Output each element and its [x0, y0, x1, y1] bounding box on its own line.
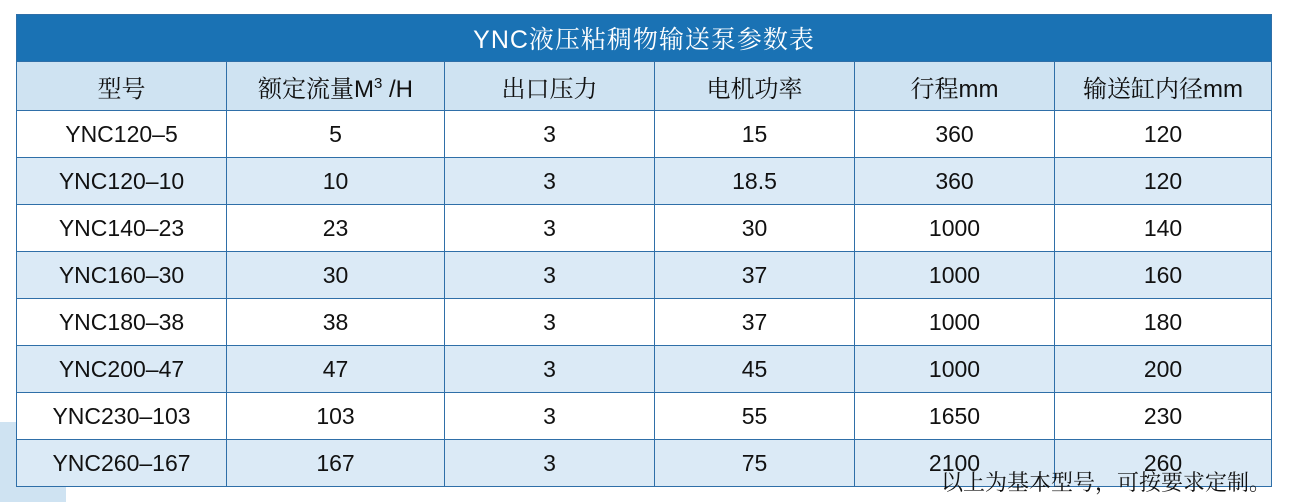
cell-pressure: 3	[445, 440, 655, 487]
cell-flow: 10	[227, 158, 445, 205]
cell-flow: 38	[227, 299, 445, 346]
cell-pressure: 3	[445, 393, 655, 440]
cell-power: 37	[655, 252, 855, 299]
cell-pressure: 3	[445, 205, 655, 252]
cell-stroke: 1000	[855, 252, 1055, 299]
table-title-row	[17, 15, 1272, 62]
table-row	[17, 158, 1272, 205]
cell-flow: 47	[227, 346, 445, 393]
cell-pressure: 3	[445, 299, 655, 346]
cell-power: 15	[655, 111, 855, 158]
cell-stroke: 360	[855, 111, 1055, 158]
cell-pressure: 3	[445, 158, 655, 205]
cell-bore: 120	[1055, 158, 1272, 205]
header-cylinder-bore: 输送缸内径mm	[1055, 62, 1272, 111]
cell-model: YNC230–103	[17, 393, 227, 440]
cell-power: 18.5	[655, 158, 855, 205]
parameters-table	[16, 14, 1272, 487]
footnote-text: 以上为基本型号，可按要求定制。	[940, 470, 1271, 495]
cell-stroke: 2100	[855, 440, 1055, 487]
header-model: 型号	[17, 62, 227, 111]
cell-bore: 200	[1055, 346, 1272, 393]
table-row	[17, 252, 1272, 299]
cell-model: YNC160–30	[17, 252, 227, 299]
cell-bore: 120	[1055, 111, 1272, 158]
header-rated-flow-superscript: 3	[373, 74, 383, 92]
parameter-sheet	[16, 14, 1271, 487]
cell-power: 75	[655, 440, 855, 487]
cell-power: 37	[655, 299, 855, 346]
cell-pressure: 3	[445, 252, 655, 299]
cell-bore: 160	[1055, 252, 1272, 299]
cell-bore: 140	[1055, 205, 1272, 252]
header-outlet-pressure: 出口压力	[445, 62, 655, 111]
table-title: YNC液压粘稠物输送泵参数表	[17, 15, 1272, 62]
cell-bore: 260	[1055, 440, 1272, 487]
cell-model: YNC180–38	[17, 299, 227, 346]
cell-stroke: 1000	[855, 299, 1055, 346]
cell-model: YNC260–167	[17, 440, 227, 487]
cell-pressure: 3	[445, 346, 655, 393]
cell-model: YNC120–10	[17, 158, 227, 205]
header-rated-flow	[227, 62, 445, 111]
cell-power: 45	[655, 346, 855, 393]
cell-flow: 30	[227, 252, 445, 299]
table-row	[17, 205, 1272, 252]
cell-stroke: 1650	[855, 393, 1055, 440]
cell-flow: 103	[227, 393, 445, 440]
cell-stroke: 360	[855, 158, 1055, 205]
table-row	[17, 393, 1272, 440]
cell-power: 55	[655, 393, 855, 440]
header-rated-flow-suffix: /H	[382, 75, 413, 103]
header-motor-power: 电机功率	[655, 62, 855, 111]
cell-stroke: 1000	[855, 346, 1055, 393]
table-row	[17, 299, 1272, 346]
cell-bore: 230	[1055, 393, 1272, 440]
table-header-row	[17, 62, 1272, 111]
cell-flow: 167	[227, 440, 445, 487]
header-stroke: 行程mm	[855, 62, 1055, 111]
cell-model: YNC140–23	[17, 205, 227, 252]
table-row	[17, 346, 1272, 393]
cell-stroke: 1000	[855, 205, 1055, 252]
cell-model: YNC120–5	[17, 111, 227, 158]
cell-power: 30	[655, 205, 855, 252]
cell-model: YNC200–47	[17, 346, 227, 393]
header-rated-flow-text: 额定流量M	[257, 75, 374, 103]
cell-pressure: 3	[445, 111, 655, 158]
cell-flow: 23	[227, 205, 445, 252]
cell-flow: 5	[227, 111, 445, 158]
table-row	[17, 111, 1272, 158]
cell-bore: 180	[1055, 299, 1272, 346]
